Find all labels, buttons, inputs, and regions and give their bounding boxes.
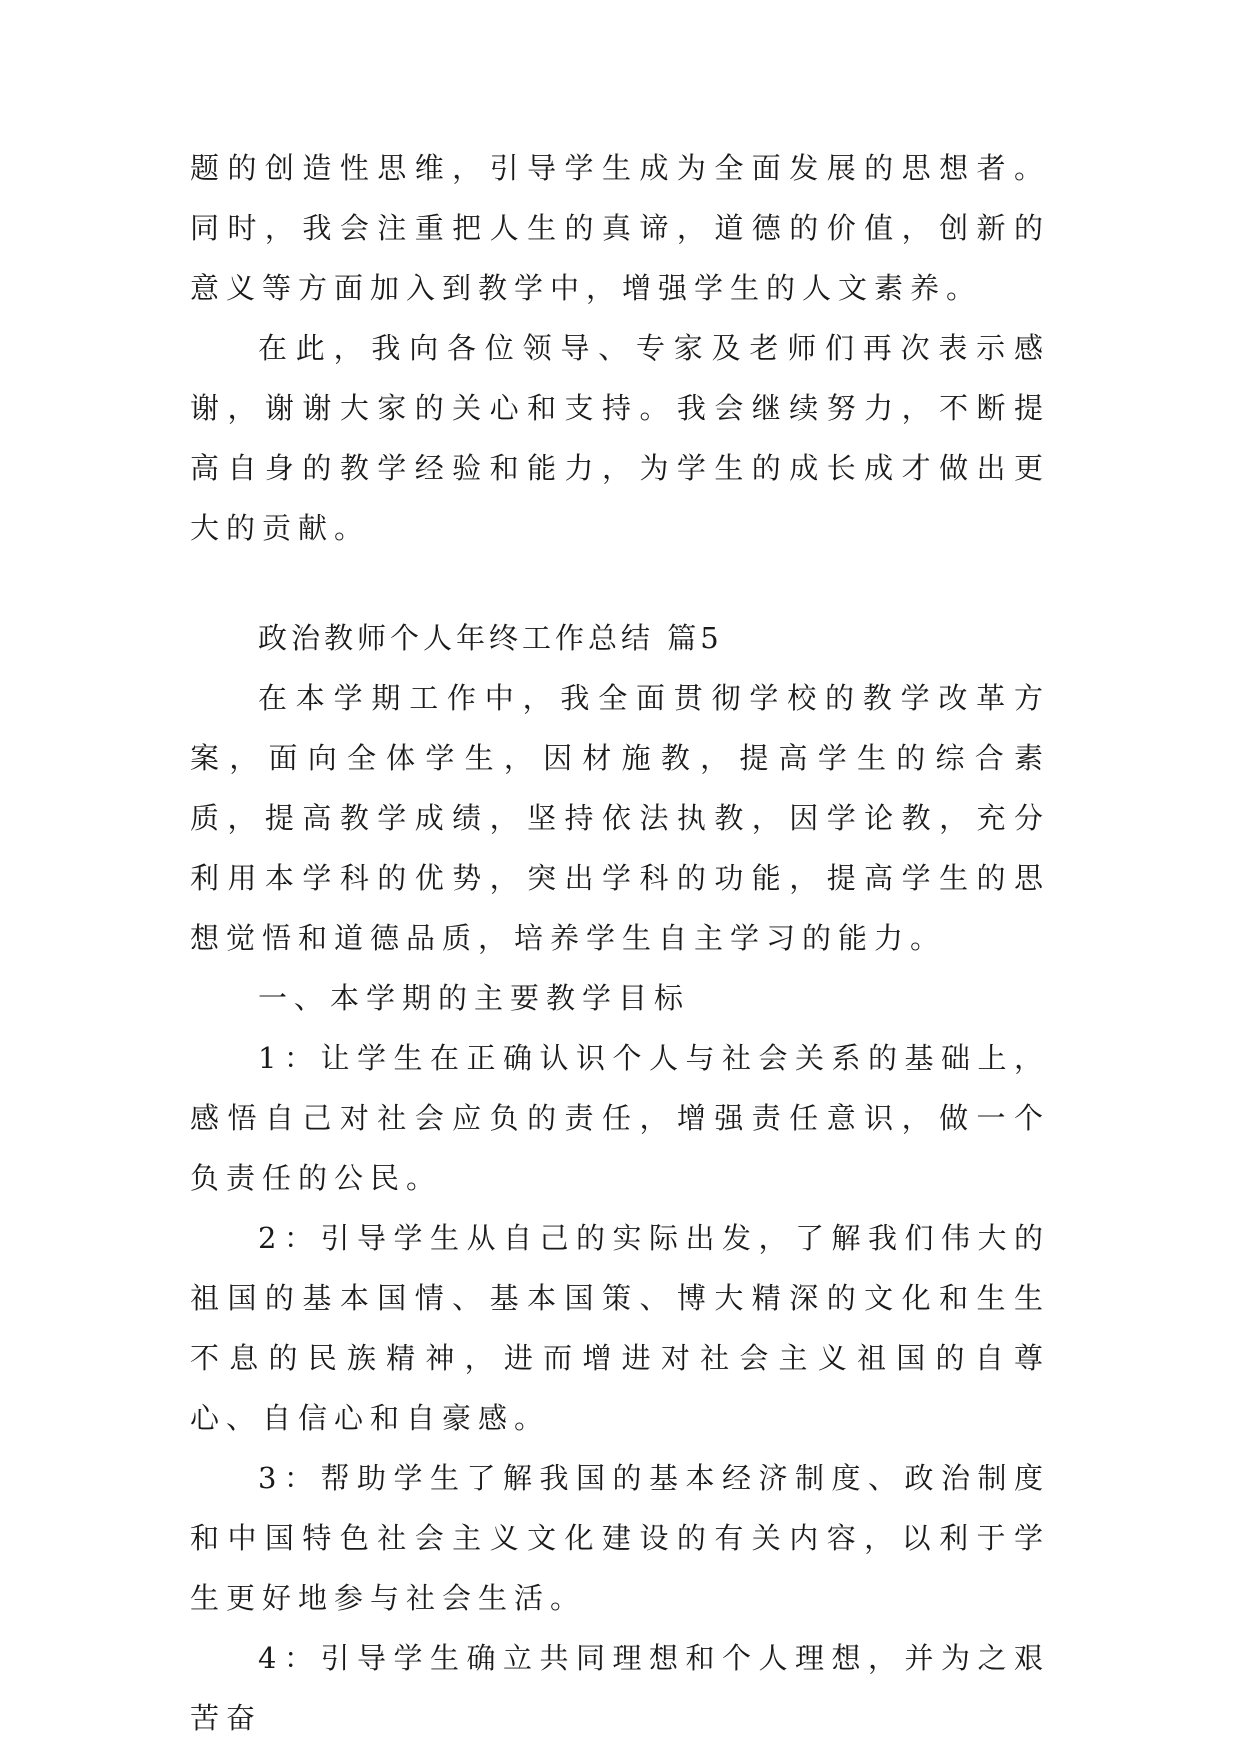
- goal-item-3: 3：帮助学生了解我国的基本经济制度、政治制度和中国特色社会主义文化建设的有关内容，以利于学生更好地参与社会生活。: [190, 1461, 1050, 1615]
- document-page: [190, 138, 1050, 1748]
- goal-item-1: 1：让学生在正确认识个人与社会关系的基础上，感悟自己对社会应负的责任，增强责任意识，做一个负责任的公民。: [190, 1041, 1050, 1195]
- goal-item-2: 2：引导学生从自己的实际出发，了解我们伟大的祖国的基本国情、基本国策、博大精深的文化和生生不息的民族精神，进而增进对社会主义祖国的自尊心、自信心和自豪感。: [190, 1221, 1050, 1435]
- paragraph-continuation: 题的创造性思维，引导学生成为全面发展的思想者。同时，我会注重把人生的真谛，道德的价值，创新的意义等方面加入到教学中，增强学生的人文素养。: [190, 151, 1050, 305]
- section-heading: 政治教师个人年终工作总结 篇5: [258, 621, 723, 655]
- paragraph-thanks: 在此，我向各位领导、专家及老师们再次表示感谢，谢谢大家的关心和支持。我会继续努力，不断提高自身的教学经验和能力，为学生的成长成才做出更大的贡献。: [190, 331, 1050, 545]
- section-spacer: [190, 558, 1050, 608]
- goal-item-4: 4：引导学生确立共同理想和个人理想，并为之艰苦奋: [190, 1641, 1050, 1735]
- subheading-goals: 一、本学期的主要教学目标: [258, 981, 691, 1015]
- paragraph-intro: 在本学期工作中，我全面贯彻学校的教学改革方案，面向全体学生，因材施教，提高学生的综合素质，提高教学成绩，坚持依法执教，因学论教，充分利用本学科的优势，突出学科的功能，提高学生的思想觉悟和道德品质，培养学生自主学习的能力。: [190, 681, 1050, 955]
